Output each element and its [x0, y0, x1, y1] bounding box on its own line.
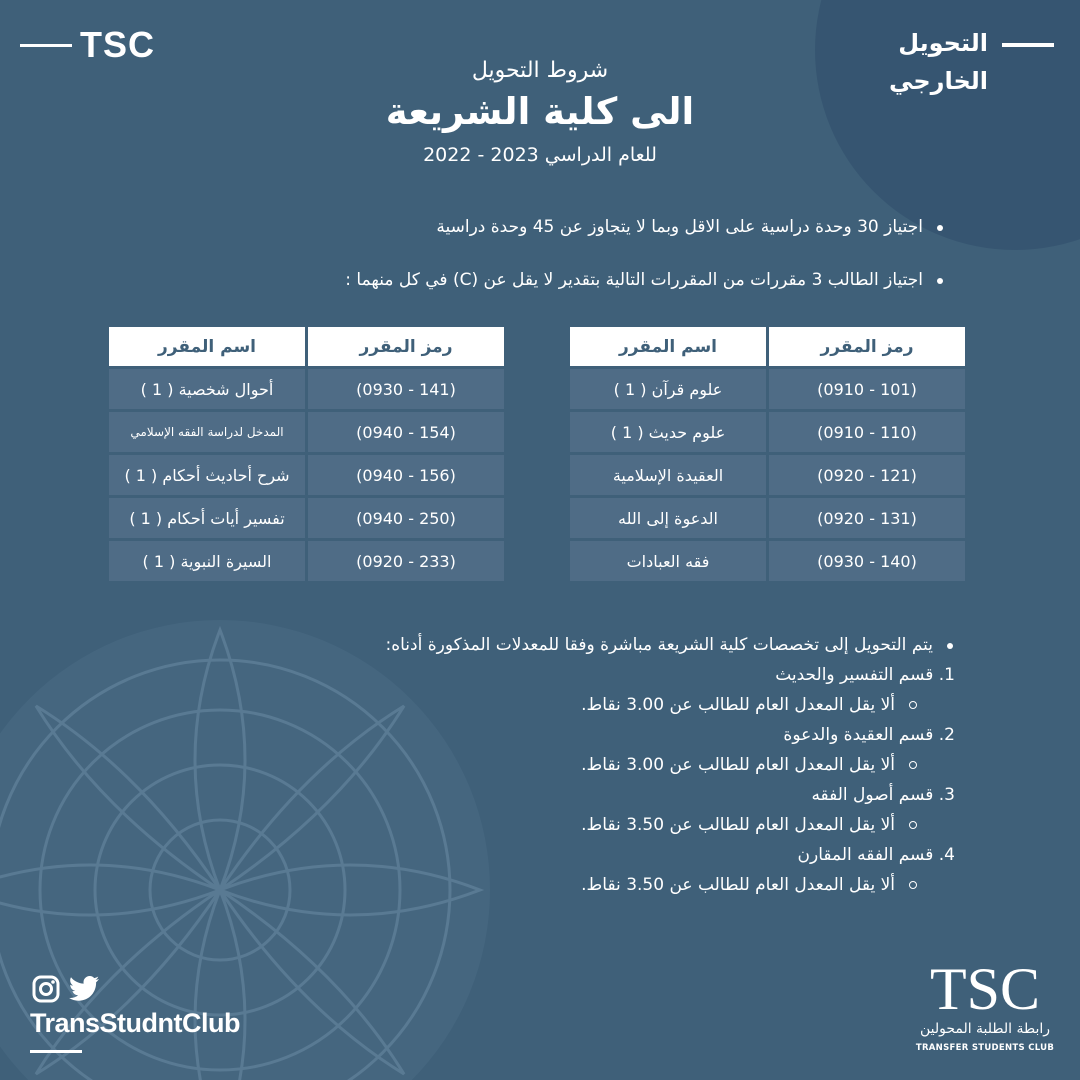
tsc-logo-mark [905, 955, 1065, 1021]
course-name: السيرة النبوية ( 1 ) [109, 541, 305, 581]
department-requirement: ألا يقل المعدل العام للطالب عن 3.50 نقاط. [195, 810, 955, 840]
instagram-icon[interactable] [32, 975, 60, 1003]
course-code: (154 - 0940) [308, 412, 504, 452]
logo-mark-text: TSC [929, 956, 1041, 1021]
course-name: الدعوة إلى الله [570, 498, 766, 538]
course-code: (121 - 0920) [769, 455, 965, 495]
table-row [109, 455, 504, 495]
course-code: (140 - 0930) [769, 541, 965, 581]
logo-english-name: TRANSFER STUDENTS CLUB [915, 1043, 1055, 1053]
courses-table-right [567, 324, 968, 584]
course-code: (141 - 0930) [308, 369, 504, 409]
course-name: العقيدة الإسلامية [570, 455, 766, 495]
department-name: 4. قسم الفقه المقارن [797, 845, 955, 865]
table-row [570, 369, 965, 409]
club-logo [905, 955, 1065, 1065]
page-title: الى كلية الشريعة [385, 90, 695, 133]
corner-title-line-1: التحويل [898, 29, 988, 57]
course-name: أحوال شخصية ( 1 ) [109, 369, 305, 409]
department-name: 3. قسم أصول الفقه [811, 785, 955, 805]
logo-arabic-name: رابطة الطلبة المحولين [919, 1021, 1051, 1037]
courses-table-left [106, 324, 507, 584]
handle-underline [30, 1050, 82, 1053]
academic-year: للعام الدراسي 2023 - 2022 [423, 144, 657, 166]
course-name: علوم قرآن ( 1 ) [570, 369, 766, 409]
column-header-name: اسم المقرر [109, 327, 305, 366]
table-row [109, 541, 504, 581]
course-name: فقه العبادات [570, 541, 766, 581]
table-row [570, 498, 965, 538]
department-requirement: ألا يقل المعدل العام للطالب عن 3.00 نقاط. [195, 750, 955, 780]
column-header-name: اسم المقرر [570, 327, 766, 366]
table-row [570, 541, 965, 581]
course-code: (156 - 0940) [308, 455, 504, 495]
department-name: 1. قسم التفسير والحديث [775, 665, 955, 685]
brand-text: TSC [80, 24, 155, 65]
transfer-section [195, 630, 955, 900]
course-code: (101 - 0910) [769, 369, 965, 409]
conditions-list [105, 212, 945, 318]
course-code: (250 - 0940) [308, 498, 504, 538]
transfer-intro: يتم التحويل إلى تخصصات كلية الشريعة مباشرة وفقا للمعدلات المذكورة أدناه: [195, 630, 955, 660]
course-name: تفسير أيات أحكام ( 1 ) [109, 498, 305, 538]
twitter-icon[interactable] [68, 975, 100, 1003]
page-subtitle: شروط التحويل [471, 58, 609, 83]
column-header-code: رمز المقرر [769, 327, 965, 366]
course-name: علوم حديث ( 1 ) [570, 412, 766, 452]
department-requirement: ألا يقل المعدل العام للطالب عن 3.50 نقاط. [195, 870, 955, 900]
condition-item: اجتياز 30 وحدة دراسية على الاقل وبما لا يتجاوز عن 45 وحدة دراسية [105, 212, 945, 242]
social-handle[interactable]: TransStudntClub [30, 1008, 240, 1038]
table-row [109, 498, 504, 538]
table-row [109, 369, 504, 409]
course-code: (131 - 0920) [769, 498, 965, 538]
corner-line [1002, 43, 1054, 47]
table-row [109, 412, 504, 452]
table-header-row [570, 327, 965, 366]
brand-line [20, 44, 72, 47]
department-requirement: ألا يقل المعدل العام للطالب عن 3.00 نقاط. [195, 690, 955, 720]
column-header-code: رمز المقرر [308, 327, 504, 366]
course-name: المدخل لدراسة الفقه الإسلامي [109, 412, 305, 452]
course-code: (233 - 0920) [308, 541, 504, 581]
corner-title-line-2: الخارجي [889, 67, 988, 95]
course-name: شرح أحاديث أحكام ( 1 ) [109, 455, 305, 495]
condition-item: اجتياز الطالب 3 مقررات من المقررات التالية بتقدير لا يقل عن (C) في كل منهما : [105, 265, 945, 295]
table-header-row [109, 327, 504, 366]
department-name: 2. قسم العقيدة والدعوة [783, 725, 955, 745]
course-code: (110 - 0910) [769, 412, 965, 452]
social-icons [32, 975, 100, 1003]
table-row [570, 412, 965, 452]
table-row [570, 455, 965, 495]
